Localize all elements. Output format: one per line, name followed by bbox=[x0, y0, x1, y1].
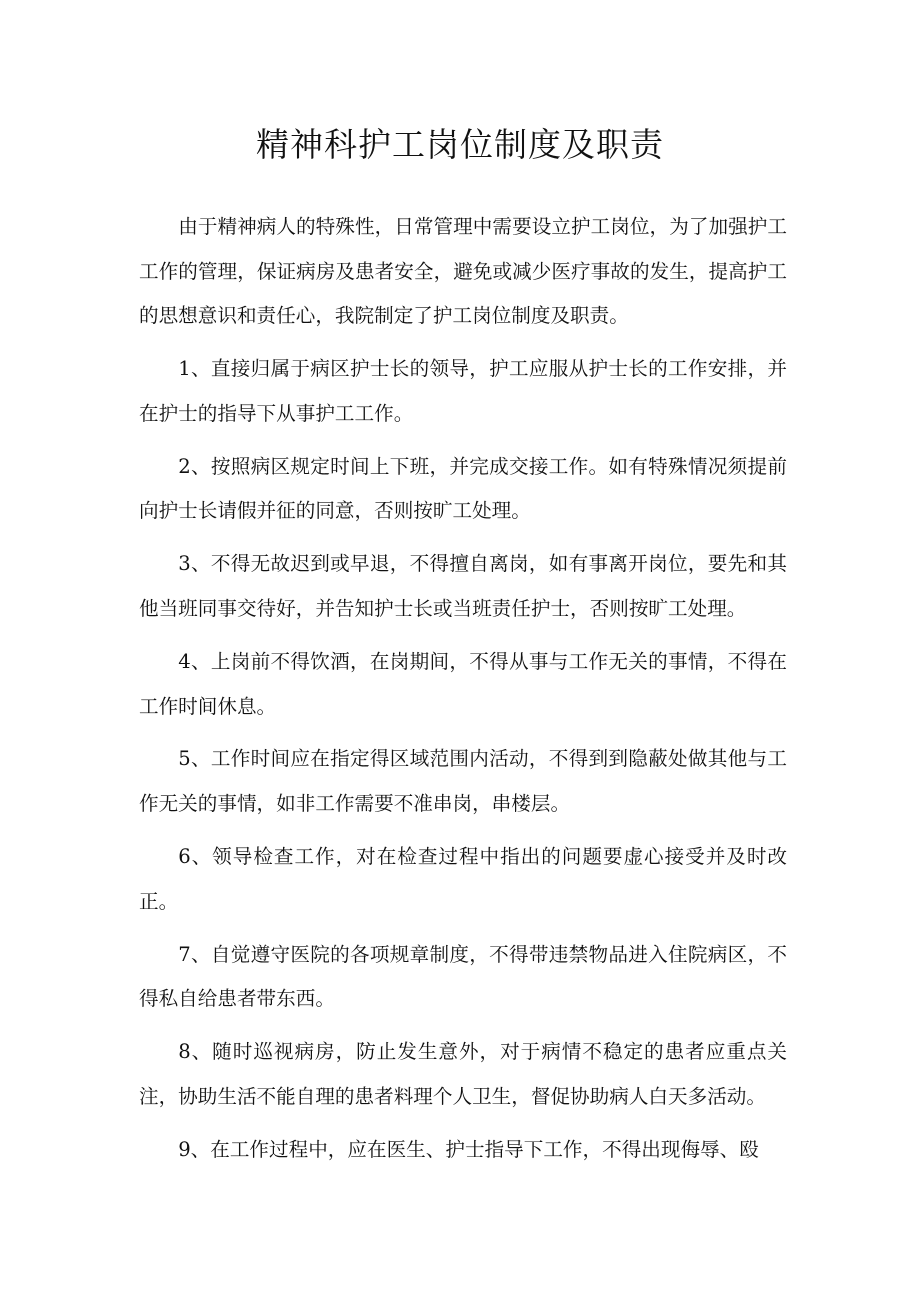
page-title: 精神科护工岗位制度及职责 bbox=[256, 125, 664, 164]
rule-item-6: 6、领导检查工作，对在检查过程中指出的问题要虚心接受并及时改正。 bbox=[139, 845, 787, 913]
rule-item-7: 7、自觉遵守医院的各项规章制度，不得带违禁物品进入住院病区，不得私自给患者带东西。 bbox=[139, 942, 787, 1011]
document-body bbox=[139, 205, 787, 1181]
rule-item-2: 2、按照病区规定时间上下班，并完成交接工作。如有特殊情况须提前向护士长请假并征的同意，否则按旷工处理。 bbox=[139, 454, 787, 523]
rule-item-1: 1、直接归属于病区护士长的领导，护工应服从护士长的工作安排，并在护士的指导下从事护工工作。 bbox=[139, 357, 787, 425]
rule-item-4: 4、上岗前不得饮酒，在岗期间，不得从事与工作无关的事情，不得在工作时间休息。 bbox=[139, 649, 787, 718]
intro-paragraph: 由于精神病人的特殊性，日常管理中需要设立护工岗位，为了加强护工工作的管理，保证病房及患者安全，避免或减少医疗事故的发生，提高护工的思想意识和责任心，我院制定了护工岗位制度及职责。 bbox=[139, 215, 787, 328]
rule-item-3: 3、不得无故迟到或早退，不得擅自离岗，如有事离开岗位，要先和其他当班同事交待好，并告知护士长或当班责任护士，否则按旷工处理。 bbox=[139, 552, 787, 620]
rule-item-9: 9、在工作过程中，应在医生、护士指导下工作，不得出现侮辱、殴 bbox=[178, 1137, 759, 1161]
rule-item-5: 5、工作时间应在指定得区域范围内活动，不得到到隐蔽处做其他与工作无关的事情，如非工作需要不准串岗，串楼层。 bbox=[139, 747, 787, 816]
rule-item-8: 8、随时巡视病房，防止发生意外，对于病情不稳定的患者应重点关注，协助生活不能自理的患者料理个人卫生，督促协助病人白天多活动。 bbox=[139, 1040, 787, 1108]
